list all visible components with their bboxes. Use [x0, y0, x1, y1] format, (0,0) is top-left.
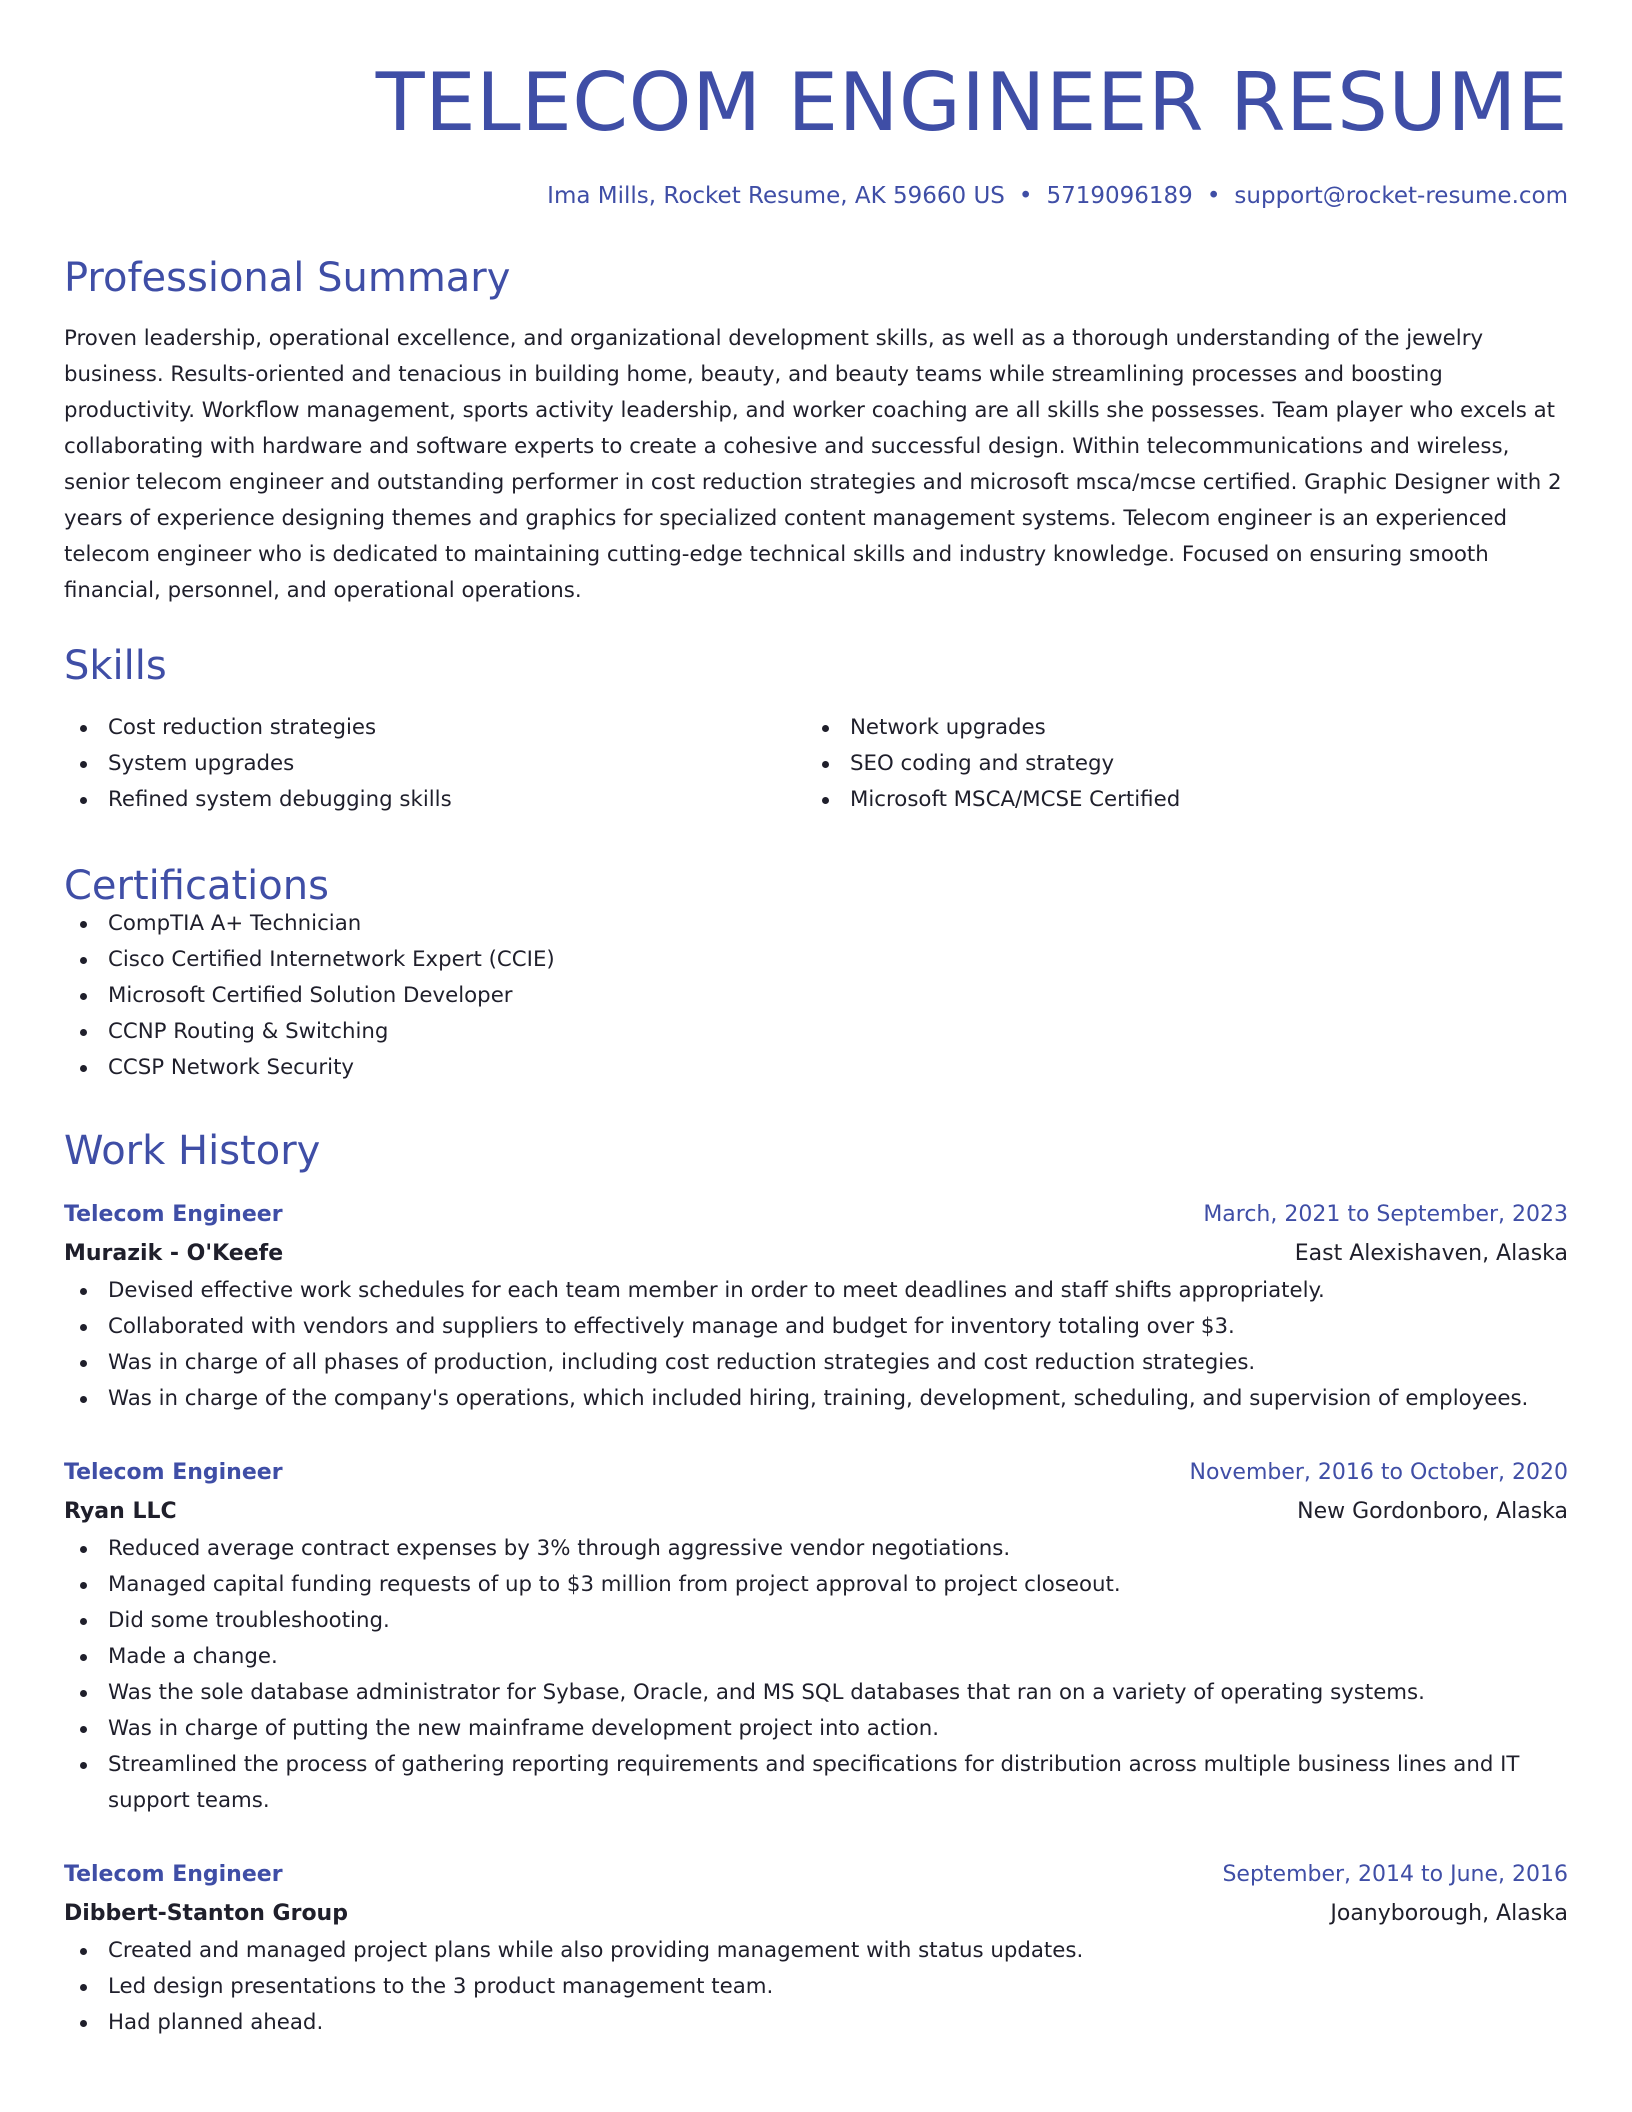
job-bullet: Was the sole database administrator for Sybase, Oracle, and MS SQL databases that ran on a variety of operating systems.	[64, 1675, 1568, 1711]
contact-phone: 5719096189	[1046, 183, 1193, 209]
job-header-row	[64, 1453, 1568, 1492]
job-entry	[64, 1855, 1568, 2041]
certifications-section	[64, 862, 1568, 1086]
section-heading: Professional Summary	[64, 254, 511, 301]
job-company: Ryan LLC	[64, 1498, 177, 1524]
job-header-row	[64, 1855, 1568, 1894]
section-heading: Skills	[64, 642, 167, 689]
skill-item: SEO coding and strategy	[806, 746, 1548, 782]
job-dates: November, 2016 to October, 2020	[1189, 1459, 1568, 1485]
section-heading: Certifications	[64, 862, 329, 909]
job-bullets	[64, 1531, 1568, 1819]
summary-text: Proven leadership, operational excellence, and organizational development skills, as well as a thorough understanding of the jewelry business. Results-oriented and tenacious in building home, beauty, and beauty teams while streamlining processes and boosting productivity. Workflow management, sports activity leadership, and worker coaching are all skills she possesses. Team player who excels at collaborating with hardware and software experts to create a cohesive and successful design. Within telecommunications and wireless, senior telecom engineer and outstanding performer in cost reduction strategies and microsoft msca/mcse certified. Graphic Designer with 2 years of experience designing themes and graphics for specialized content management systems. Telecom engineer is an experienced telecom engineer who is dedicated to maintaining cutting-edge technical skills and industry knowledge. Focused on ensuring smooth financial, personnel, and operational operations.	[64, 325, 1562, 603]
work-history-section	[64, 1127, 1568, 2041]
job-title: Telecom Engineer	[64, 1459, 283, 1485]
job-company: Dibbert-Stanton Group	[64, 1900, 348, 1926]
certification-item: Microsoft Certified Solution Developer	[64, 978, 1568, 1014]
job-entry	[64, 1453, 1568, 1819]
job-company-row	[64, 1234, 1568, 1273]
job-bullet: Made a change.	[64, 1639, 1568, 1675]
job-bullets	[64, 1273, 1568, 1417]
job-bullet: Was in charge of the company's operations, which included hiring, training, development, scheduling, and supervision of employees.	[64, 1381, 1568, 1417]
job-bullet: Was in charge of all phases of production, including cost reduction strategies and cost reduction strategies.	[64, 1345, 1568, 1381]
resume-page	[64, 0, 1568, 2041]
job-bullet: Had planned ahead.	[64, 2005, 1568, 2041]
skill-item: Network upgrades	[806, 710, 1548, 746]
job-dates: March, 2021 to September, 2023	[1203, 1201, 1568, 1227]
skill-item: Refined system debugging skills	[64, 782, 806, 818]
skill-item: System upgrades	[64, 746, 806, 782]
job-header-row	[64, 1195, 1568, 1234]
job-company: Murazik - O'Keefe	[64, 1240, 284, 1266]
resume-title: TELECOM ENGINEER RESUME	[375, 56, 1568, 149]
job-location: New Gordonboro, Alaska	[1297, 1498, 1568, 1524]
job-bullet: Collaborated with vendors and suppliers to effectively manage and budget for inventory totaling over $3.	[64, 1309, 1568, 1345]
section-heading: Work History	[64, 1127, 321, 1174]
job-bullet: Did some troubleshooting.	[64, 1603, 1568, 1639]
job-location: East Alexishaven, Alaska	[1294, 1240, 1568, 1266]
job-bullet: Managed capital funding requests of up to $3 million from project approval to project closeout.	[64, 1567, 1568, 1603]
contact-email: support@rocket-resume.com	[1234, 183, 1568, 209]
contact-address: Ima Mills, Rocket Resume, AK 59660 US	[547, 183, 1005, 209]
job-bullets	[64, 1933, 1568, 2041]
contact-separator: •	[1018, 183, 1033, 209]
skills-list-left	[64, 710, 806, 818]
skill-item: Microsoft MSCA/MCSE Certified	[806, 782, 1548, 818]
job-company-row	[64, 1492, 1568, 1531]
job-title: Telecom Engineer	[64, 1201, 283, 1227]
certifications-list	[64, 906, 1568, 1086]
certification-item: CCNP Routing & Switching	[64, 1014, 1568, 1050]
skill-item: Cost reduction strategies	[64, 710, 806, 746]
contact-separator: •	[1206, 183, 1221, 209]
certification-item: CCSP Network Security	[64, 1050, 1568, 1086]
skills-list-right	[806, 710, 1548, 818]
skills-section	[64, 642, 1568, 818]
job-bullet: Led design presentations to the 3 product management team.	[64, 1969, 1568, 2005]
professional-summary-section	[64, 254, 1568, 609]
job-dates: September, 2014 to June, 2016	[1222, 1861, 1568, 1887]
job-title: Telecom Engineer	[64, 1861, 283, 1887]
job-bullet: Streamlined the process of gathering reporting requirements and specifications for distribution across multiple business lines and IT support teams.	[64, 1747, 1568, 1819]
job-entry	[64, 1195, 1568, 1417]
skills-grid	[64, 710, 1568, 818]
job-bullet: Created and managed project plans while also providing management with status updates.	[64, 1933, 1568, 1969]
certification-item: CompTIA A+ Technician	[64, 906, 1568, 942]
job-bullet: Devised effective work schedules for each team member in order to meet deadlines and staff shifts appropriately.	[64, 1273, 1568, 1309]
job-bullet: Was in charge of putting the new mainframe development project into action.	[64, 1711, 1568, 1747]
job-company-row	[64, 1894, 1568, 1933]
job-bullet: Reduced average contract expenses by 3% through aggressive vendor negotiations.	[64, 1531, 1568, 1567]
job-location: Joanyborough, Alaska	[1330, 1900, 1568, 1926]
contact-line	[64, 183, 1568, 211]
certification-item: Cisco Certified Internetwork Expert (CCIE)	[64, 942, 1568, 978]
